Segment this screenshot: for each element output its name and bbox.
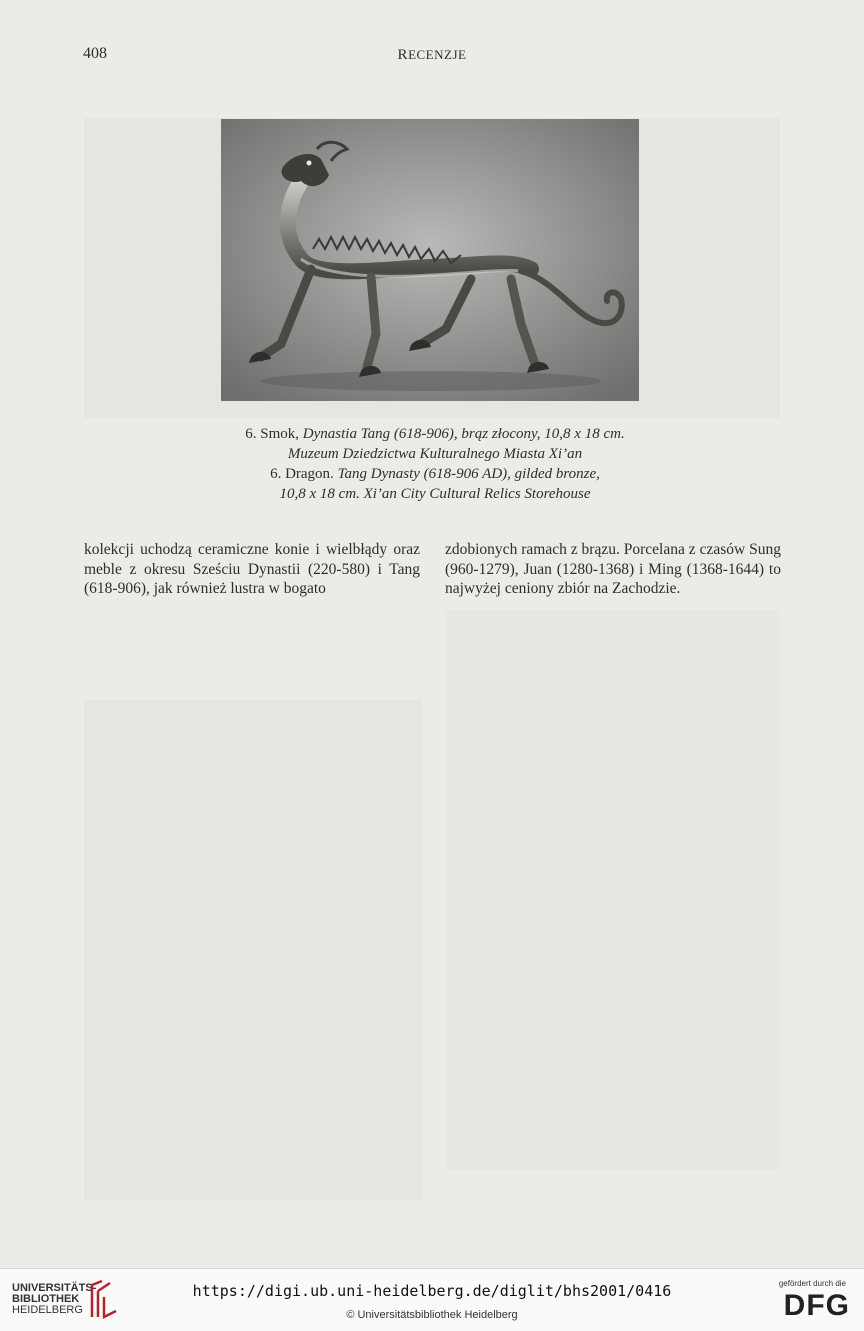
library-line-3: HEIDELBERG (12, 1304, 83, 1316)
library-line-1: UNIVERSITÄTS- (12, 1282, 97, 1294)
caption-pl-museum: Muzeum Dziedzictwa Kulturalnego Miasta Xi’an (287, 446, 583, 462)
caption-en-italic: Tang Dynasty (618-906 AD), gilded bronze, (337, 466, 600, 482)
caption-line-en-2 (90, 484, 780, 504)
figure-caption (90, 424, 780, 504)
dragon-illustration (221, 119, 639, 401)
library-line-2: BIBLIOTHEK (12, 1293, 80, 1305)
body-left-column: kolekcji uchodzą ceramiczne konie i wielbłądy oraz meble z okresu Sześciu Dynastii (220-580) i Tang (618-906), jak również lustra w bogato (84, 541, 420, 597)
page-number: 408 (83, 45, 107, 62)
running-head-rest: ECENZJE (408, 47, 467, 62)
dragon-figure (221, 119, 639, 401)
caption-en-location: 10,8 x 18 cm. Xi’an City Cultural Relics Storehouse (279, 486, 591, 502)
funded-by-label: gefördert durch die (778, 1279, 846, 1288)
running-head-initial: R (397, 47, 409, 63)
caption-pl-prefix: 6. Smok, (245, 426, 303, 442)
caption-pl-italic: Dynastia Tang (618-906), brąz złocony, 10,8 x 18 cm. (302, 426, 625, 442)
bleed-through-right (445, 610, 780, 1170)
bleed-through-left (84, 700, 422, 1200)
permalink-url[interactable]: https://digi.ub.uni-heidelberg.de/diglit/bhs2001/0416 (192, 1282, 672, 1300)
copyright-notice: © Universitätsbibliothek Heidelberg (346, 1309, 518, 1321)
caption-line-pl-2 (90, 444, 780, 464)
caption-line-pl-1 (90, 424, 780, 444)
viewer-footer (0, 1268, 864, 1331)
caption-line-en-1 (90, 464, 780, 484)
body-right-column: zdobionych ramach z brązu. Porcelana z czasów Sung (960-1279), Juan (1280-1368) i Ming (1368-1644) to najwyżej ceniony zbiór na Zachodzie. (445, 541, 781, 597)
running-head (0, 47, 864, 64)
caption-en-prefix: 6. Dragon. (270, 466, 338, 482)
dfg-logo[interactable]: DFG (783, 1289, 850, 1322)
